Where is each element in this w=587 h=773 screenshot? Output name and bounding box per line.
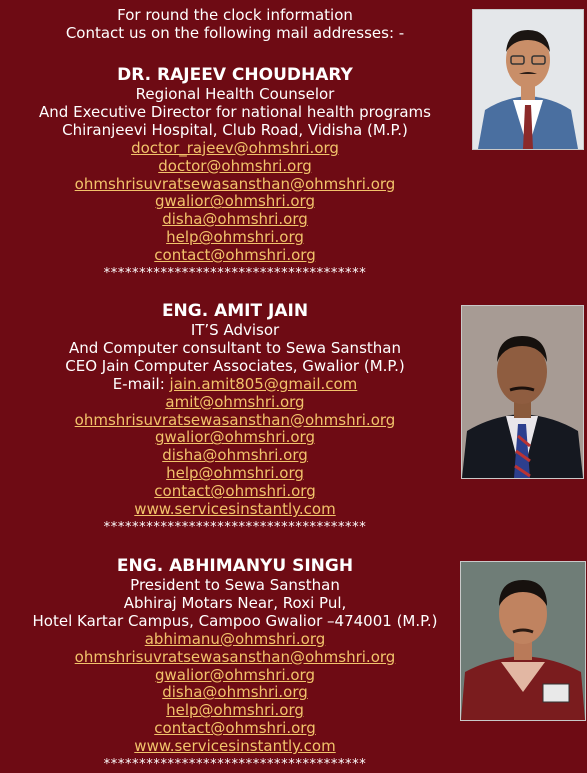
- email-link[interactable]: amit@ohmshri.org: [165, 392, 305, 411]
- email-link[interactable]: abhimanu@ohmshri.org: [144, 629, 326, 648]
- separator-stars: *************************************: [103, 519, 367, 535]
- email-link[interactable]: doctor@ohmshri.org: [158, 156, 312, 175]
- contact-address: Chiranjeevi Hospital, Club Road, Vidisha (M.P.): [62, 120, 408, 139]
- portrait-photo-amit: [461, 305, 584, 479]
- email-link[interactable]: doctor_rajeev@ohmshri.org: [131, 138, 339, 157]
- contact-block-rajeev: [0, 64, 470, 280]
- email-link[interactable]: disha@ohmshri.org: [162, 446, 308, 465]
- email-link[interactable]: disha@ohmshri.org: [162, 210, 308, 229]
- email-link[interactable]: gwalior@ohmshri.org: [155, 665, 315, 684]
- contact-address-line-1: Abhiraj Motars Near, Roxi Pul,: [123, 593, 347, 612]
- website-link[interactable]: www.servicesinstantly.com: [134, 737, 336, 756]
- contact-name: ENG. ABHIMANYU SINGH: [116, 556, 354, 576]
- email-link[interactable]: ohmshrisuvratsewasansthan@ohmshri.org: [74, 647, 396, 666]
- website-link[interactable]: www.servicesinstantly.com: [134, 500, 336, 519]
- portrait-photo-rajeev: [472, 9, 584, 150]
- contact-role-detail: And Executive Director for national health programs: [39, 102, 431, 121]
- email-link[interactable]: ohmshrisuvratsewasansthan@ohmshri.org: [74, 174, 396, 193]
- contact-role: President to Sewa Sansthan: [130, 576, 340, 594]
- email-link[interactable]: help@ohmshri.org: [166, 701, 304, 720]
- email-link[interactable]: jain.amit805@gmail.com: [169, 374, 358, 393]
- separator-stars: *************************************: [103, 757, 367, 773]
- separator-stars: *************************************: [103, 266, 367, 282]
- email-link[interactable]: disha@ohmshri.org: [162, 683, 308, 702]
- portrait-photo-abhimanyu: [460, 561, 586, 721]
- contact-address-line-2: Hotel Kartar Campus, Campoo Gwalior –474001 (M.P.): [32, 611, 438, 630]
- email-link[interactable]: contact@ohmshri.org: [154, 482, 316, 501]
- contact-address: CEO Jain Computer Associates, Gwalior (M.P.): [65, 356, 405, 375]
- contact-role: IT’S Advisor: [190, 321, 280, 339]
- email-link[interactable]: contact@ohmshri.org: [154, 246, 316, 265]
- email-link[interactable]: gwalior@ohmshri.org: [155, 428, 315, 447]
- contact-name: DR. RAJEEV CHOUDHARY: [117, 65, 353, 85]
- email-link[interactable]: contact@ohmshri.org: [154, 719, 316, 738]
- intro-line-2: Contact us on the following mail addresses: -: [65, 24, 405, 42]
- email-link[interactable]: help@ohmshri.org: [166, 228, 304, 247]
- contact-role-detail: And Computer consultant to Sewa Sansthan: [69, 338, 401, 357]
- contact-block-amit: [0, 300, 470, 534]
- contact-block-abhimanyu: [0, 555, 470, 771]
- email-link[interactable]: help@ohmshri.org: [166, 464, 304, 483]
- email-row: [0, 376, 470, 394]
- email-link[interactable]: gwalior@ohmshri.org: [155, 192, 315, 211]
- contact-role: Regional Health Counselor: [135, 85, 335, 103]
- intro-line-1: For round the clock information: [117, 6, 353, 24]
- intro: [0, 6, 470, 42]
- email-label: E-mail:: [112, 374, 170, 393]
- email-link[interactable]: ohmshrisuvratsewasansthan@ohmshri.org: [74, 410, 396, 429]
- contact-name: ENG. AMIT JAIN: [161, 301, 309, 321]
